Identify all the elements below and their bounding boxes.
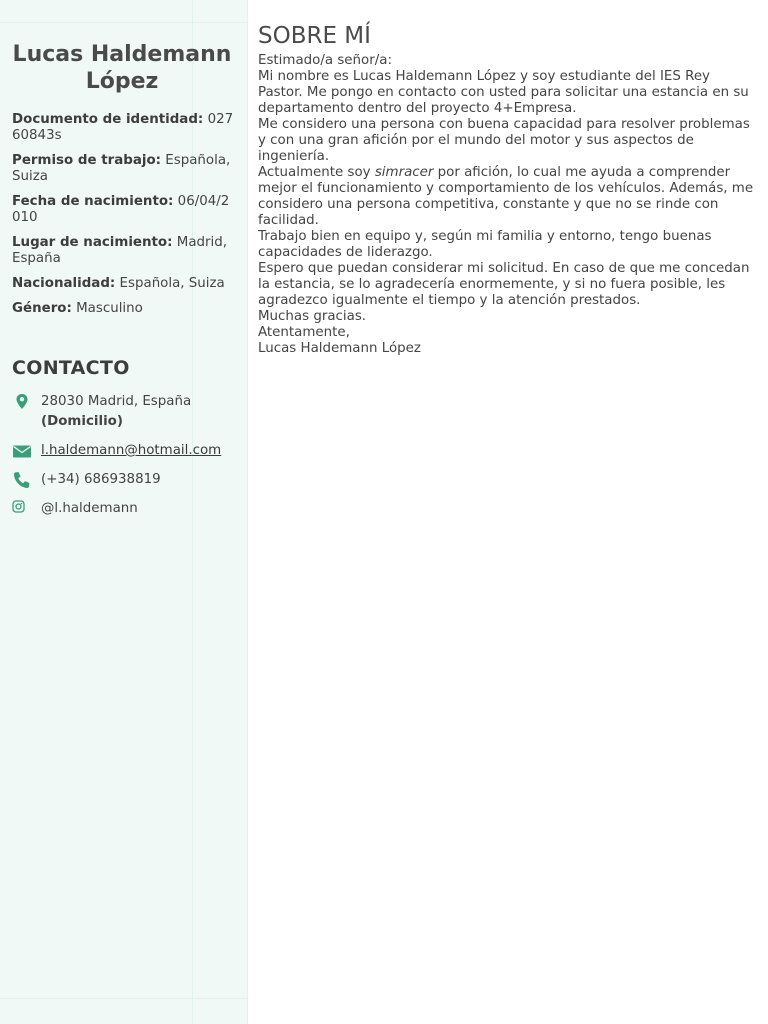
email-link[interactable]: l.haldemann@hotmail.com [41, 443, 222, 458]
detail-label: Nacionalidad: [12, 276, 116, 291]
personal-details [12, 112, 234, 326]
detail-gender [12, 301, 234, 317]
contact-address [12, 392, 237, 432]
detail-label: Documento de identidad: [12, 112, 204, 127]
simracer-emphasis: simracer [374, 165, 434, 180]
instagram-icon [12, 500, 32, 518]
envelope-icon [12, 442, 32, 460]
main-content [258, 20, 758, 357]
contact-phone [12, 470, 237, 490]
detail-value: Española, Suiza [12, 153, 231, 184]
detail-work-permit [12, 153, 234, 185]
greeting: Estimado/a señor/a: [258, 53, 392, 68]
paragraph-skills: Me considero una persona con buena capacidad para resolver problemas y con una gran afición por el mundo del motor y sus aspectos de ingeniería. [258, 117, 750, 164]
paragraph-intro: Mi nombre es Lucas Haldemann López y soy estudiante del IES Rey Pastor. Me pongo en contacto con usted para solicitar una estancia en su departamento dentro del proyecto 4+Empresa. [258, 69, 749, 116]
detail-label: Fecha de nacimiento: [12, 194, 174, 209]
map-pin-icon [12, 393, 32, 411]
instagram-handle: @l.haldemann [41, 501, 138, 516]
detail-value: 02760843s [12, 112, 234, 143]
detail-value: Masculino [76, 301, 143, 316]
paragraph-simracer [258, 165, 758, 229]
sidebar [0, 0, 248, 1024]
signature-name: Lucas Haldemann López [258, 341, 421, 356]
contact-instagram [12, 499, 237, 519]
simracer-after: por afición, lo cual me ayuda a comprender mejor el funcionamiento y comportamiento de los vehículos. Además, me considero una persona competitiva, constante y que no se rinde con facilidad. [258, 165, 754, 228]
detail-value: 06/04/2010 [12, 194, 230, 225]
detail-label: Permiso de trabajo: [12, 153, 162, 168]
contact-heading: CONTACTO [12, 357, 130, 379]
detail-label: Lugar de nacimiento: [12, 235, 173, 250]
contact-list [12, 392, 237, 519]
detail-birth-date [12, 194, 234, 226]
detail-value: Madrid, España [12, 235, 228, 266]
phone-icon [12, 471, 32, 489]
detail-birth-place [12, 235, 234, 267]
simracer-before: Actualmente soy [258, 165, 375, 180]
sidebar-top-divider [0, 0, 248, 23]
paragraph-request: Espero que puedan considerar mi solicitud. En caso de que me concedan la estancia, se lo agradecería enormemente, y si no fuera posible, les agradezco igualmente el tiempo y la atención prestados. [258, 261, 750, 308]
phone-text: (+34) 686938819 [41, 472, 161, 487]
paragraph-teamwork: Trabajo bien en equipo y, según mi familia y entorno, tengo buenas capacidades de liderazgo. [258, 229, 712, 260]
address-note: (Domicilio) [41, 414, 124, 429]
contact-email [12, 441, 237, 461]
detail-id-document [12, 112, 234, 144]
address-text: 28030 Madrid, España [41, 394, 192, 409]
person-name: Lucas Haldemann López [12, 42, 232, 94]
thanks: Muchas gracias. [258, 309, 367, 324]
detail-value: Española, Suiza [119, 276, 225, 291]
detail-label: Género: [12, 301, 72, 316]
closing: Atentamente, [258, 325, 350, 340]
section-title: SOBRE MÍ [258, 23, 371, 49]
detail-nationality [12, 276, 234, 292]
sidebar-bottom-divider [0, 998, 248, 999]
